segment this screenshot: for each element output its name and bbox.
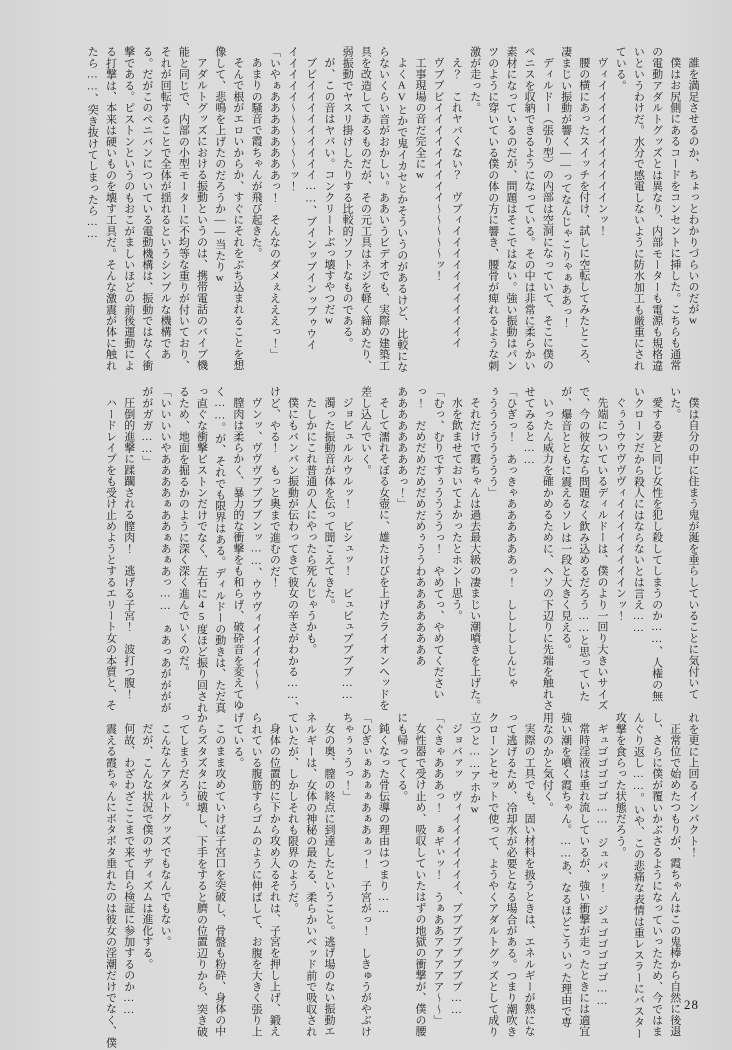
text-line: 「むっ、むりですぅううううっ！ やめてっ、やめてください xyxy=(432,386,445,700)
text-block-bottom xyxy=(101,712,702,1048)
text-line: 鈍くなった骨伝導の理由はつまり…… xyxy=(377,723,390,916)
text-line: 先端についているディルドーは、僕のより一回り大きいサイズ xyxy=(595,397,608,711)
text-line: 僕にもバンバン振動が伝わってきて彼女の辛さがわかる……、 xyxy=(286,397,299,713)
text-line: それが回転することで全体が揺れるというシンプルな機構であ xyxy=(159,46,172,360)
text-line: にも帰ってくる。 xyxy=(395,712,408,802)
text-line: 「ひぎっ！ あっきゃああああああっ！ しししししんじゃ xyxy=(504,386,517,689)
text-line: ぅうううううううう」 xyxy=(486,386,499,498)
text-line: よくAVとかで鬼イカセとかそういうのがあるけど、比較にな xyxy=(395,57,408,373)
text-line: 誰を満足させるのか、ちょっとわかりづらいのだがw xyxy=(687,57,699,327)
text-line: 「いやぁああああああああっ！ そんなのダメぇえええっ！」 xyxy=(268,46,281,360)
text-line: んぐり返し……。いや、この悲痛な表情は重レスラーにバスター xyxy=(632,712,645,1039)
text-line: ギュゴゴゴゴゴ…… ジュバッ！ ジュゴゴゴゴゴ…… xyxy=(595,723,608,1007)
text-line: るため、地面を掘るかのように深く深く進んでいくのだ。 xyxy=(177,386,190,678)
text-line: けど、やる！ もっと奥まで進むのだ！ xyxy=(268,386,281,588)
text-line: 素材になっているのだが、問題はそこではない。強い振動はパン xyxy=(504,46,517,371)
text-line: それだけで霞ちゃんは過去最大級の凄まじい潮噴きを上げた。 xyxy=(468,397,481,711)
text-line: っ！ だめだめだめだめだめぅううわああああああああ xyxy=(413,386,426,666)
text-line: ネルギーは、女体の神秘の最たる、柔らかいベッド前で吸収され xyxy=(304,712,317,1037)
text-line: 僕は自分の中に住まう鬼が涎を垂らしていることに気付いて xyxy=(687,397,699,700)
text-line: 激が走った。 xyxy=(468,46,481,114)
text-line: 常時淫液は垂れ流しているが、強い衝撃が走ったときには適宜 xyxy=(577,723,590,1037)
text-line: く……。が、それでも限界はある。ディルドーの動きは、ただ真 xyxy=(213,386,226,713)
text-line: ている。 xyxy=(614,46,627,91)
text-line: 何故、わざわざここまで来て自ら検証に参加するのか…… xyxy=(122,723,135,1017)
text-block-middle xyxy=(101,386,702,713)
text-line: 圧倒的進撃に蹂躙される膣肉！ 逃げる子宮！ 波打つ腹！ xyxy=(122,397,135,700)
text-line: せてみると…… xyxy=(523,386,536,467)
text-line: あまりの騒音で霞ちゃんが飛び起きた。 xyxy=(250,57,263,259)
text-line: 「ぐきゃあああっ！ ぁギぃッ！ うぁああアアアアア〜〜」 xyxy=(432,712,445,1026)
text-line: 「いいいいやああああぁああぁあぁあっ…… ぁあっあがががが xyxy=(159,386,172,713)
text-line: ちゃぅぅうっ！」 xyxy=(341,712,354,802)
text-line: こんなんアダルトグッズでもなんでもない。 xyxy=(159,723,172,947)
text-line: られている腹筋すらゴムのように伸ばして、お腹を大きく張り上 xyxy=(250,712,263,1037)
text-line: 僕はお尻側にあるコードをコンセントに挿した。こちらも通常 xyxy=(668,57,681,371)
text-line: って逃げるため、冷却水が必要となる場合がある。つまり潮吹き xyxy=(504,712,517,1037)
text-line: し、さらに僕が覆いかぶさるようになっていったため、今ではま xyxy=(650,712,663,1037)
text-line: アダルトグッズにおける振動というのは、携帯電話のバイブ機 xyxy=(195,57,208,371)
text-line: 水を飲ませておいてよかったとホント思う。 xyxy=(450,397,463,621)
text-line: 凄まじい振動が響く——ってなんじゃこりゃぁああっ！ xyxy=(559,46,572,328)
text-line: ががガガ……」 xyxy=(140,386,153,467)
text-line: らないくらい音がおかしい。ああいうビデオでも、実際の建築工 xyxy=(377,46,390,371)
text-line: る打撃は、本来は硬いものを壊す工具だ。そんな激震が体に触れ xyxy=(104,46,117,371)
text-line: 用なのかと気付く。 xyxy=(541,712,554,813)
text-line: からズタズタに破壊し、下手をすると臍の位置辺りから、突き破 xyxy=(195,712,208,1037)
text-line: 震える霞ちゃんにボタボタ垂れたのは彼女の淫潮だけでなく、僕 xyxy=(104,723,117,1048)
text-line: 撃である。ピストンというのもおこがましいほどの前後運動によ xyxy=(122,46,135,371)
text-line: 弱振動でヤスリ掛けしたりする比較的ソフトなものである。 xyxy=(341,46,354,349)
text-line: 愛する妻と同じ女性を犯し殺してしまうのか……、人権の無 xyxy=(650,397,663,702)
text-line: え？ これヤバくない？ ヴブィイイイイイイイイイイイ xyxy=(450,57,463,349)
text-line: ってしまうだろう。 xyxy=(177,712,190,813)
text-line: 腰の横にあったスイッチを付け、試しに空転してみたところ、 xyxy=(577,57,590,371)
text-line: ツのように穿いている僕の体の方に響き、腰骨が痺れるような刺 xyxy=(486,46,499,371)
text-line: ヴィイイイイイイイイイイインッ！ xyxy=(595,57,608,237)
text-line: る。だがこのペニバンについている電動機構は、振動ではなく衝 xyxy=(140,46,153,371)
text-line: げている。 xyxy=(231,712,244,768)
text-line: 膣肉は柔らかく、暴力的な衝撃をも和らげ、破砕音を変えてゆ xyxy=(231,397,244,711)
text-line: ジョビュルルウルッ！ ビシュッ！ ビュビュブブブブ…… xyxy=(341,397,354,702)
text-line: ぐぅうウウヴヴヴィイイイイイイイインッ！ xyxy=(614,397,627,621)
text-line: このまま攻めていけば子宮口を突破し、骨盤も粉砕、身体の中 xyxy=(213,723,226,1037)
text-line: っ直ぐな衝撃ピストンだけでなく、左右に45度ほど振り回され xyxy=(195,386,208,713)
text-line: そして濡れそぼる女壺に、雄たけびを上げたライオンヘッドを xyxy=(377,397,390,711)
text-line: れを更に上回るインパクト！ xyxy=(687,712,699,858)
text-line: いというわけだ。水分で感電しないように防水加工も厳重にされ xyxy=(632,46,645,371)
text-line: 身体の位置的に下から攻め入るそれは、子宮を押し上げ、鍛え xyxy=(268,723,281,1037)
text-line: 能と同じで、内部の小型モーターに不均等な重りが付いており、 xyxy=(177,46,190,371)
text-line: 実際の工具でも、固い材料を扱うときは、エネルギーが熱にな xyxy=(523,723,536,1037)
text-line: イイイイイ〜〜〜〜〜〜ッ！ xyxy=(286,46,299,192)
text-line: で、今の彼女なら問題なく飲み込めるだろう……と思っていた xyxy=(577,386,590,702)
text-line: 差し込んでいく。 xyxy=(359,386,372,476)
text-line: そんで根がエロいからか、すぐにそれをぶち込まれることを想 xyxy=(231,57,244,371)
text-line: ああああああああっ！」 xyxy=(395,386,408,510)
text-line: 攻撃を食らった状態だろう。 xyxy=(614,712,627,858)
text-line: 像して、悲鳴を上げたのだろうか——当たりw xyxy=(213,46,226,285)
text-line: ブビイイイイイイイイイ……、ブインッブインッブゥウイ xyxy=(304,57,317,351)
text-line: いた。 xyxy=(668,386,681,420)
text-line: ジョバァッ ヴィイイイイイイイ、ブブブブブブブブ…… xyxy=(450,723,463,1017)
text-line: だが、こんな状況で僕のサディズムは進化する。 xyxy=(140,723,153,970)
text-line: 「ひぎぃぁあぁぁあぁあぁっ！ 子宮がっ！ しきゅうがやぶけ xyxy=(359,712,372,1037)
text-line: ペニスを収納できるようになっている。その中は非常に柔らかい xyxy=(523,46,536,371)
text-line: いったん威力を確かめるために、ヘソの下辺りに先端を触れさ xyxy=(541,397,554,711)
text-line: 具を改造してあるものだが、その元工具はネジを軽く締めたり、 xyxy=(359,46,372,371)
text-line: 強い潮を噴く霞ちゃん。……あ、なるほどこういった理由で専 xyxy=(559,712,572,1028)
text-line: 濁った振動音が体を伝って聞こえてきた。 xyxy=(322,397,335,610)
text-line: の電動アダルトグッズとは異なり、内部モーターも電源も規格違 xyxy=(650,46,663,371)
page-number: 28 xyxy=(684,997,699,1012)
text-line: ていたが、しかしそれも限界のようだ。 xyxy=(286,712,299,914)
text-line: たら……、突き抜けてしまったら…… xyxy=(86,46,99,241)
text-line: ヴブブビイイイイイイイイイ〜〜〜〜〜ッ！ xyxy=(432,57,445,281)
text-line: 女の奥、膣の終点に到達したということ。逃げ場のない振動エ xyxy=(322,723,335,1037)
text-line: いクローンだから殺人にはならないとは言え…… xyxy=(632,386,645,635)
text-line: 立つと……アホかw xyxy=(468,712,481,816)
text-line: ハードレイプをも受け止めようとするエリート女の本質と、そ xyxy=(104,397,117,711)
text-block-top xyxy=(83,46,702,373)
text-line: クローンとセットで使って、ようやくアダルトグッズとして成り xyxy=(486,712,499,1037)
text-line: が、この音はヤバい。コンクリートぶっ壊すやつだw xyxy=(322,57,335,327)
text-line: ヴンッ、ヴヴヴブブブブンッ……、ウウヴィイイイイ〜〜 xyxy=(250,397,263,691)
text-line: が、爆音とともに震えるソレは一段と大きく見える。 xyxy=(559,386,572,655)
text-line: 女性器で受け止め、吸収していたはずの地獄の衝撃が、僕の腰 xyxy=(413,723,426,1037)
text-line: 正常位で始めたつもりが、霞ちゃんはこの鬼棒から自然に後退 xyxy=(668,723,681,1037)
text-line: ディルドー（張り型）の内部は空洞になっていて、そこに僕の xyxy=(541,57,554,371)
text-line: たしかにこれ普通の人にやったら死んじゃうかも。 xyxy=(304,397,317,655)
text-line: 工事現場の音だ完全にw xyxy=(413,57,426,182)
